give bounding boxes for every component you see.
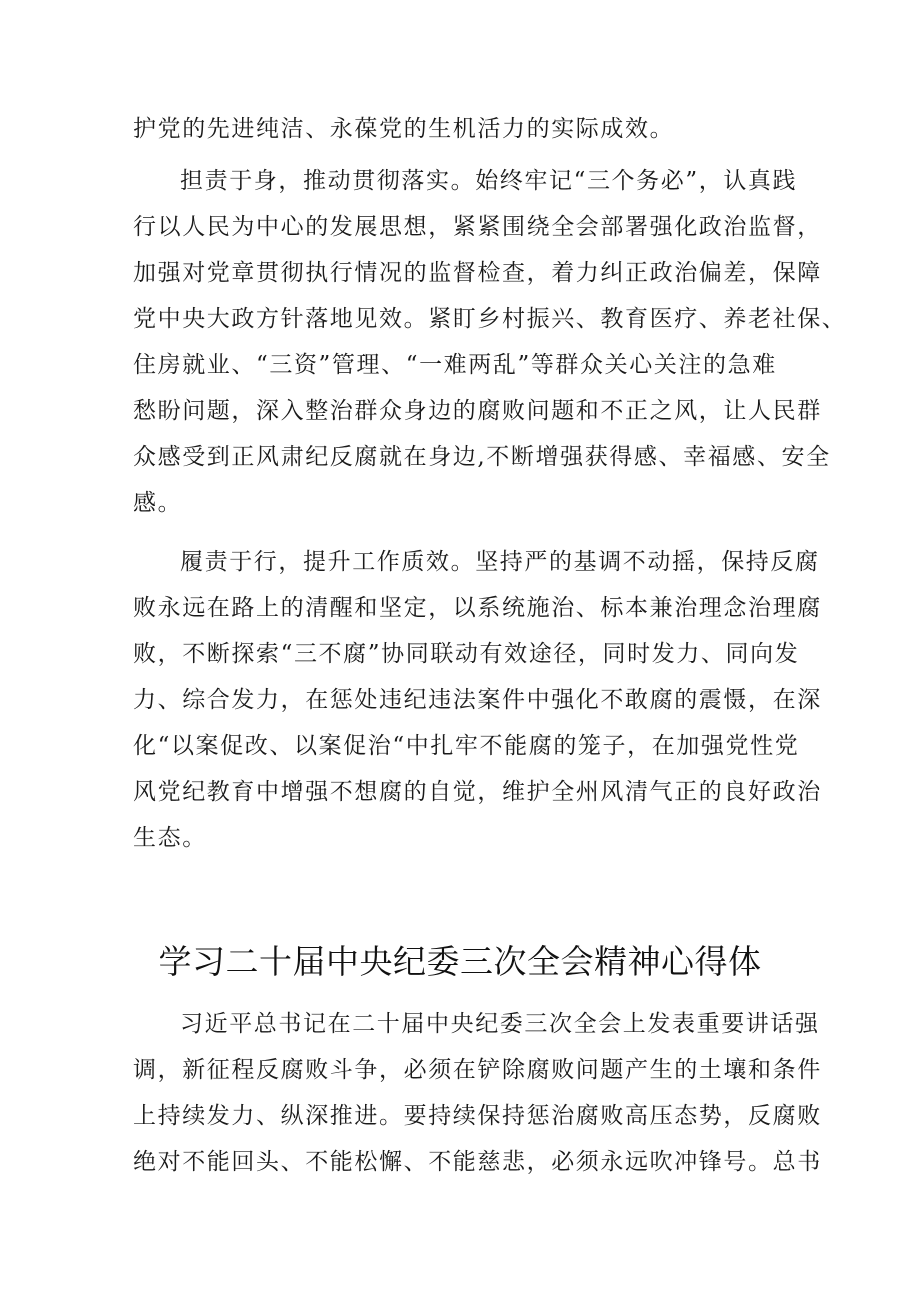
paragraph-line: 习近平总书记在二十届中央纪委三次全会上发表重要讲话强: [180, 1011, 820, 1037]
paragraph-line: 上持续发力、纵深推进。要持续保持惩治腐败高压态势，反腐败: [133, 1103, 822, 1129]
paragraph-line: 行以人民为中心的发展思想，紧紧围绕全会部署强化政治监督，: [133, 214, 822, 240]
paragraph-line: 败永远在路上的清醒和坚定，以系统施治、标本兼治理念治理腐: [133, 595, 822, 621]
paragraph-line: 愁盼问题，深入整治群众身边的腐败问题和不正之风，让人民群: [133, 398, 822, 424]
paragraph-line: 生态。: [133, 825, 207, 851]
paragraph-line: 加强对党章贯彻执行情况的监督检查，着力纠正政治偏差，保障: [133, 260, 822, 286]
paragraph-line: 风党纪教育中增强不想腐的自觉，维护全州风清气正的良好政治: [133, 779, 822, 805]
paragraph-line: 党中央大政方针落地见效。紧盯乡村振兴、教育医疗、养老社保、: [133, 306, 847, 332]
paragraph-line: 调，新征程反腐败斗争，必须在铲除腐败问题产生的土壤和条件: [133, 1057, 822, 1083]
paragraph-line: 履责于行，提升工作质效。坚持严的基调不动摇，保持反腐: [180, 549, 820, 575]
paragraph-line: 护党的先进纯洁、永葆党的生机活力的实际成效。: [133, 116, 675, 142]
paragraph-line: 担责于身，推动贯彻落实。始终牢记“三个务必”，认真践: [180, 168, 798, 194]
paragraph-line: 化“以案促改、以案促治“中扎牢不能腐的笼子，在加强党性党: [133, 733, 800, 759]
paragraph-line: 感。: [133, 490, 183, 516]
paragraph-line: 众感受到正风肃纪反腐就在身边,不断增强获得感、幸福感、安全: [133, 444, 831, 470]
paragraph-line: 住房就业、“三资”管理、“一难两乱”等群众关心关注的急难: [133, 352, 777, 378]
paragraph-line: 绝对不能回头、不能松懈、不能慈悲，必须永远吹冲锋号。总书: [133, 1149, 822, 1175]
paragraph-line: 力、综合发力，在惩处违纪违法案件中强化不敢腐的震慑，在深: [133, 687, 822, 713]
section-title: 学习二十届中央纪委三次全会精神心得体: [158, 942, 762, 981]
paragraph-line: 败，不断探索“三不腐”协同联动有效途径，同时发力、同向发: [133, 641, 800, 667]
